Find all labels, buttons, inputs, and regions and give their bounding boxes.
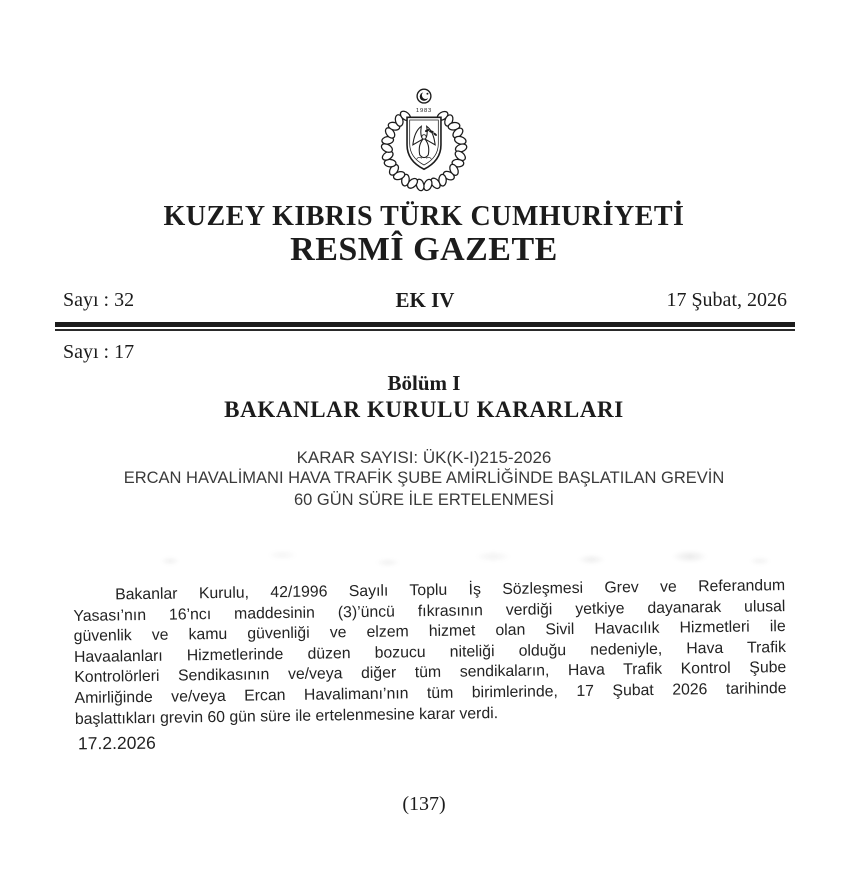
section-part-heading: Bölüm I (387, 371, 461, 395)
decision-body-paragraph (73, 576, 787, 730)
scan-noise-band (86, 543, 788, 573)
masthead-country: KUZEY KIBRIS TÜRK CUMHURİYETİ (163, 201, 685, 232)
body-line: Kontrolörleri Sendikasının ve/veya diğer tüm sendikaların, Hava Trafik Kontrol Şube (74, 659, 787, 687)
body-line: Amirliğinde ve/veya Ercan Havalimanı’nın tüm birimlerinde, 17 Şubat 2026 tarihinde (74, 679, 787, 707)
decision-number: KARAR SAYISI: ÜK(K-I)215-2026 (296, 448, 552, 467)
decision-date: 17.2.2026 (77, 732, 156, 754)
body-line: güvenlik ve kamu güvenliği ve elzem hizmet olan Sivil Havacılık Hizmetleri ile (73, 618, 786, 646)
trnc-coat-of-arms-icon (371, 85, 477, 192)
secondary-issue-number: Sayı : 17 (63, 341, 135, 363)
body-line: Bakanlar Kurulu, 42/1996 Sayılı Toplu İş Sözleşmesi Grev ve Referandum (115, 577, 786, 604)
decision-subject-line2: 60 GÜN SÜRE İLE ERTELENMESİ (293, 491, 555, 509)
supplement-label: EK IV (395, 288, 455, 312)
decision-subject-line1: ERCAN HAVALİMANI HAVA TRAFİK ŞUBE AMİRLİĞİNDE BAŞLATILAN GREVİN (123, 469, 725, 487)
section-title-heading: BAKANLAR KURULU KARARLARI (224, 397, 624, 422)
masthead-gazette-title: RESMÎ GAZETE (290, 231, 558, 268)
meta-row (55, 289, 795, 313)
body-line: Havaalanları Hizmetlerinde düzen bozucu niteliği olduğu nedeniyle, Hava Trafik (73, 638, 787, 666)
issue-number: Sayı : 32 (63, 289, 135, 311)
body-line: başlattıkları grevin 60 gün süre ile ertelenmesine karar verdi. (74, 704, 499, 728)
emblem-year: 1983 (415, 108, 433, 114)
issue-date: 17 Şubat, 2026 (666, 289, 787, 311)
body-line: Yasası’nın 16’ncı maddesinin (3)’üncü fıkrasının verdiği yetkiye dayanarak ulusal (73, 597, 786, 625)
double-rule-divider (55, 322, 795, 331)
page-number: (137) (402, 793, 446, 815)
